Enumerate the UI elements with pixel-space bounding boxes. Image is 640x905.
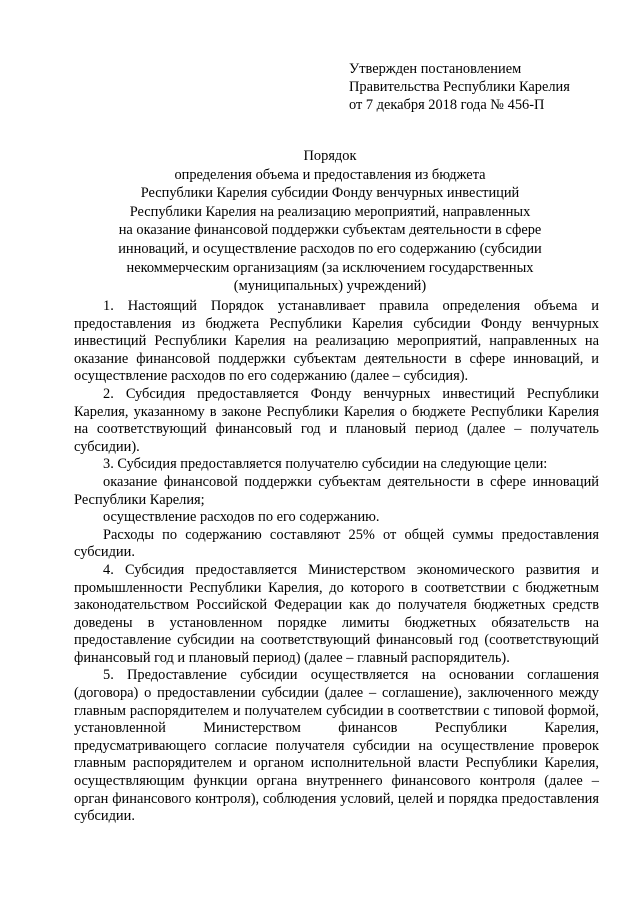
paragraph-3: 3. Субсидия предоставляется получателю субсидии на следующие цели: [103, 456, 548, 473]
title-line: (муниципальных) учреждений) [233, 278, 427, 295]
paragraph-3-note: Расходы по содержанию составляют 25% от общей суммы предоставления субсидии. [74, 526, 599, 561]
paragraph-3-item-2: осуществление расходов по его содержанию. [103, 509, 380, 526]
approval-stamp [349, 60, 570, 114]
title-line: определения объема и предоставления из бюджета [174, 166, 486, 183]
paragraph-1: 1. Настоящий Порядок устанавливает правила определения объема и предоставления из бюджета Республики Карелия субсидии Фонду венчурных инвестиций Республики Карелия на реализацию мероприятий, направленных на оказание финансовой поддержки субъектам деятельности в сфере инноваций, и осуществление расходов по его содержанию (далее – субсидия). [74, 298, 599, 385]
approval-line: Правительства Республики Карелия [349, 79, 570, 95]
paragraph-5: 5. Предоставление субсидии осуществляется на основании соглашения (договора) о предоставлении субсидии (далее – соглашение), заключенного между главным распорядителем и получателем субсидии в соответствии с типовой формой, установленной Министерством финансов Республики Карелия, предусматривающего согласие получателя субсидии на осуществление проверок главным распорядителем и органом исполнительной власти Республики Карелия, осуществляющим функции органа внутреннего финансового контроля (далее – орган финансового контроля), соблюдения условий, целей и порядка предоставления субсидии. [74, 667, 599, 825]
paragraph-3-item-1: оказание финансовой поддержки субъектам деятельности в сфере инноваций Республики Карелия; [74, 473, 599, 508]
document-body [74, 298, 599, 826]
document-title [60, 147, 600, 296]
approval-line: от 7 декабря 2018 года № 456-П [349, 97, 545, 113]
approval-line: Утвержден постановлением [349, 61, 522, 77]
title-line: на оказание финансовой поддержки субъектам деятельности в сфере [118, 222, 542, 239]
title-line: инноваций, и осуществление расходов по его содержанию (субсидии [118, 240, 542, 257]
title-line: Республики Карелия субсидии Фонду венчурных инвестиций [140, 185, 520, 202]
title-line: некоммерческим организациям (за исключением государственных [126, 259, 534, 276]
title-line: Республики Карелия на реализацию мероприятий, направленных [129, 203, 531, 220]
title-heading: Порядок [303, 148, 357, 164]
paragraph-2: 2. Субсидия предоставляется Фонду венчурных инвестиций Республики Карелия, указанному в законе Республики Карелия о бюджете Республики Карелия на соответствующий финансовый год и плановый период (далее – получатель субсидии). [74, 385, 599, 455]
paragraph-4: 4. Субсидия предоставляется Министерством экономического развития и промышленности Республики Карелия, до которого в соответствии с бюджетным законодательством Российской Федерации как до получателя бюджетных средств доведены в установленном порядке лимиты бюджетных обязательств на предоставление субсидии на соответствующий финансовый год (соответствующий финансовый год и плановый период) (далее – главный распорядитель). [74, 561, 599, 666]
